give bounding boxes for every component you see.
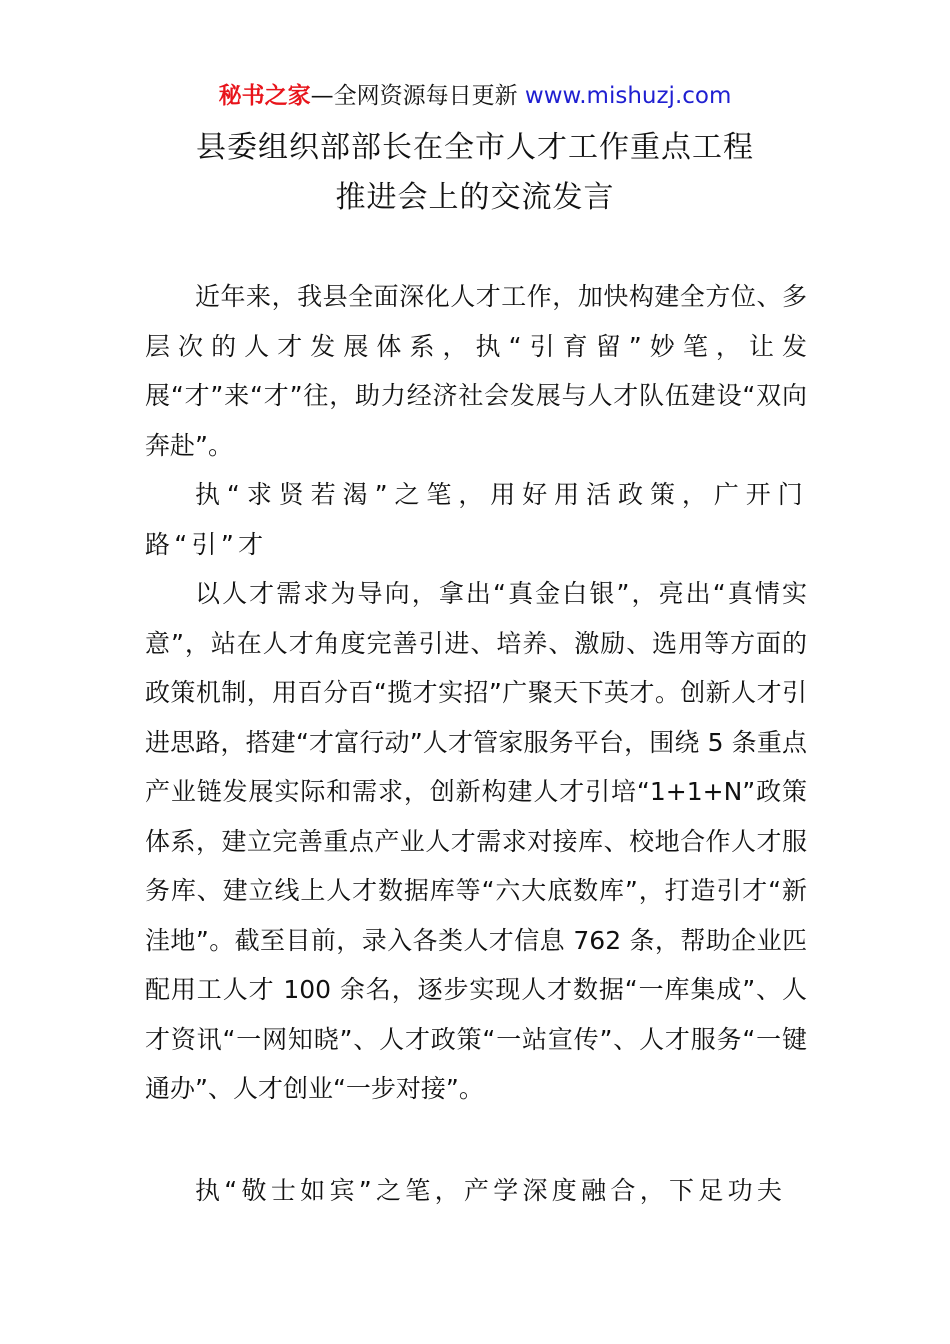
intro-paragraph-block (145, 272, 807, 470)
section-heading: 执“求贤若渴”之笔，用好用活政策，广开门路“引”才 (145, 480, 807, 559)
document-title-line-2: 推进会上的交流发言 (335, 180, 615, 215)
section-heading-block (145, 1166, 807, 1216)
section-heading: 执“敬士如宾”之笔，产学深度融合，下足功夫 (195, 1176, 787, 1205)
body-paragraph: 以人才需求为导向，拿出“真金白银”，亮出“真情实意”，站在人才角度完善引进、培养、激励、选用等方面的政策机制，用百分百“揽才实招”广聚天下英才。创新人才引进思路，搭建“才富行动”人才管家服务平台，围绕 5 条重点产业链发展实际和需求，创新构建人才引培“1+1+N”政策体系，建立完善重点产业人才需求对接库、校地合作人才服务库、建立线上人才数据库等“六大底数库”，打造引才“新洼地”。截至目前，录入各类人才信息 762 条，帮助企业匹配用工人才 100 余名，逐步实现人才数据“一库集成”、人才资讯“一网知晓”、人才政策“一站宣传”、人才服务“一键通办”、人才创业“一步对接”。 (145, 579, 807, 1103)
section-heading-block (145, 470, 807, 569)
site-brand: 秘书之家 (218, 83, 311, 109)
site-url-link[interactable]: www.mishuzj.com (524, 83, 732, 109)
body-paragraph: 近年来，我县全面深化人才工作，加快构建全方位、多层次的人才发展体系，执“引育留”妙笔，让发展“才”来“才”往，助力经济社会发展与人才队伍建设“双向奔赴”。 (145, 282, 807, 460)
body-paragraph-block (145, 569, 807, 1114)
document-title-line-1: 县委组织部部长在全市人才工作重点工程 (196, 130, 754, 165)
site-header (0, 80, 950, 112)
site-tagline: —全网资源每日更新 (310, 83, 518, 109)
